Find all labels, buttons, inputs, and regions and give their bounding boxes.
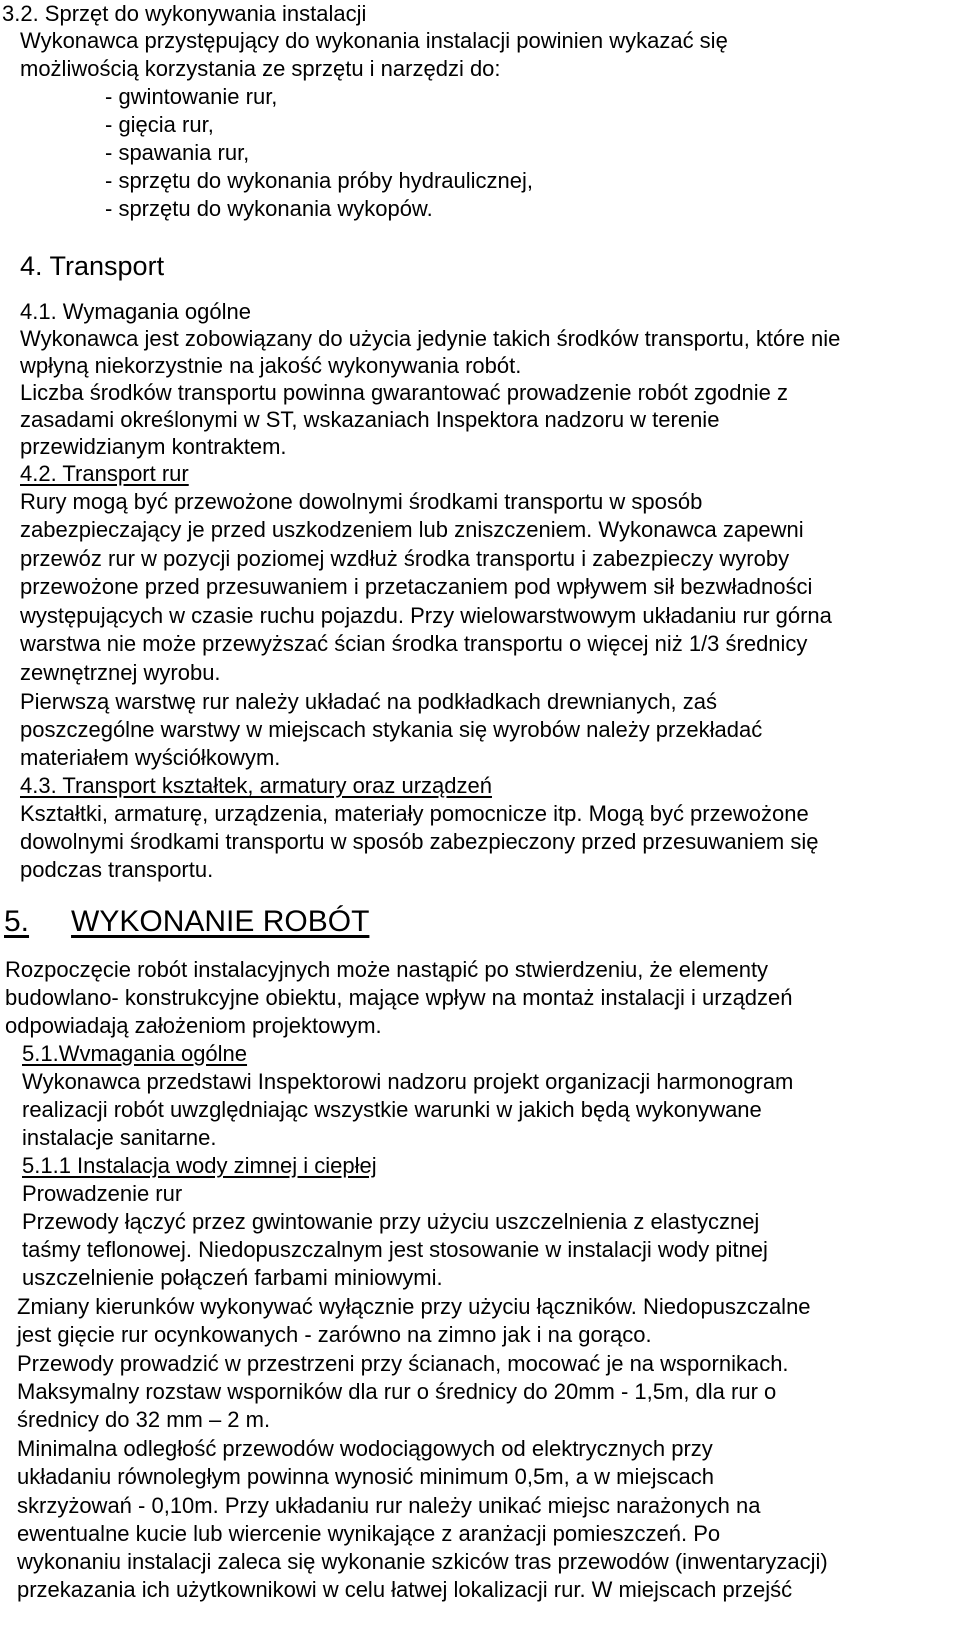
paragraph-line: Wykonawca jest zobowiązany do użycia jedynie takich środków transportu, które nie — [20, 326, 841, 351]
paragraph-line: poszczególne warstwy w miejscach stykania się wyrobów należy przekładać — [20, 717, 763, 742]
paragraph-line: występujących w czasie ruchu pojazdu. Przy wielowarstwowym układaniu rur górna — [20, 603, 832, 628]
paragraph-line: uszczelnienie połączeń farbami miniowymi. — [22, 1265, 443, 1290]
paragraph-line: jest gięcie rur ocynkowanych - zarówno na zimno jak i na gorąco. — [17, 1322, 652, 1347]
paragraph-line: układaniu równoległym powinna wynosić minimum 0,5m, a w miejscach — [17, 1464, 714, 1489]
paragraph-line: Prowadzenie rur — [22, 1181, 183, 1206]
paragraph-line: Zmiany kierunków wykonywać wyłącznie przy użyciu łączników. Niedopuszczalne — [17, 1294, 811, 1319]
paragraph-line: Przewody prowadzić w przestrzeni przy ścianach, mocować je na wspornikach. — [17, 1351, 789, 1376]
paragraph-line: taśmy teflonowej. Niedopuszczalnym jest stosowanie w instalacji wody pitnej — [22, 1237, 768, 1262]
section-5-1-1-heading: 5.1.1 Instalacja wody zimnej i ciepłej — [22, 1153, 377, 1178]
paragraph-line: Maksymalny rozstaw wsporników dla rur o średnicy do 20mm - 1,5m, dla rur o — [17, 1379, 777, 1404]
paragraph-line: ewentualne kucie lub wiercenie wynikające z aranżacji pomieszczeń. Po — [17, 1521, 721, 1546]
paragraph-line: skrzyżowań - 0,10m. Przy układaniu rur należy unikać miejsc narażonych na — [17, 1493, 761, 1518]
paragraph-line: zewnętrznej wyrobu. — [20, 660, 221, 685]
paragraph-line: Wykonawca przystępujący do wykonania instalacji powinien wykazać się — [20, 28, 728, 53]
paragraph-line: podczas transportu. — [20, 857, 214, 882]
paragraph-line: Liczba środków transportu powinna gwarantować prowadzenie robót zgodnie z — [20, 380, 789, 405]
paragraph-line: Kształtki, armaturę, urządzenia, materiały pomocnicze itp. Mogą być przewożone — [20, 801, 809, 826]
section-4-heading: 4. Transport — [20, 251, 165, 281]
section-5-title: WYKONANIE ROBÓT — [71, 905, 370, 938]
paragraph-line: zabezpieczający je przed uszkodzeniem lub zniszczeniem. Wykonawca zapewni — [20, 517, 804, 542]
section-4-3-heading: 4.3. Transport kształtek, armatury oraz urządzeń — [20, 773, 492, 798]
paragraph-line: wykonaniu instalacji zaleca się wykonanie szkiców tras przewodów (inwentaryzacji) — [17, 1549, 828, 1574]
paragraph-line: materiałem wyściółkowym. — [20, 745, 281, 770]
section-5-heading — [4, 904, 369, 940]
list-item: - sprzętu do wykonania próby hydraulicznej, — [105, 168, 534, 193]
paragraph-line: wpłyną niekorzystnie na jakość wykonywania robót. — [20, 353, 522, 378]
paragraph-line: przewidzianym kontraktem. — [20, 434, 287, 459]
section-5-1-heading: 5.1.Wvmagania ogólne — [22, 1041, 248, 1066]
paragraph-line: Rozpoczęcie robót instalacyjnych może nastąpić po stwierdzeniu, że elementy — [5, 957, 769, 982]
paragraph-line: Rury mogą być przewożone dowolnymi środkami transportu w sposób — [20, 489, 703, 514]
paragraph-line: przewóz rur w pozycji poziomej wzdłuż środka transportu i zabezpieczy wyroby — [20, 546, 790, 571]
paragraph-line: możliwością korzystania ze sprzętu i narzędzi do: — [20, 56, 501, 81]
paragraph-line: Minimalna odległość przewodów wodociągowych od elektrycznych przy — [17, 1436, 713, 1461]
paragraph-line: odpowiadają założeniom projektowym. — [5, 1013, 382, 1038]
paragraph-line: Wykonawca przedstawi Inspektorowi nadzoru projekt organizacji harmonogram — [22, 1069, 794, 1094]
paragraph-line: dowolnymi środkami transportu w sposób zabezpieczony przed przesuwaniem się — [20, 829, 819, 854]
paragraph-line: Pierwszą warstwę rur należy układać na podkładkach drewnianych, zaś — [20, 689, 718, 714]
paragraph-line: Przewody łączyć przez gwintowanie przy użyciu uszczelnienia z elastycznej — [22, 1209, 760, 1234]
paragraph-line: średnicy do 32 mm – 2 m. — [17, 1407, 271, 1432]
paragraph-line: budowlano- konstrukcyjne obiektu, mające wpływ na montaż instalacji i urządzeń — [5, 985, 793, 1010]
list-item: - gwintowanie rur, — [105, 84, 278, 109]
paragraph-line: przekazania ich użytkownikowi w celu łatwej lokalizacji rur. W miejscach przejść — [17, 1577, 793, 1602]
paragraph-line: realizacji robót uwzględniając wszystkie warunki w jakich będą wykonywane — [22, 1097, 762, 1122]
paragraph-line: przewożone przed przesuwaniem i przetaczaniem pod wpływem sił bezwładności — [20, 574, 813, 599]
paragraph-line: zasadami określonymi w ST, wskazaniach Inspektora nadzoru w terenie — [20, 407, 720, 432]
paragraph-line: instalacje sanitarne. — [22, 1125, 217, 1150]
section-5-number: 5. — [4, 905, 30, 938]
section-3-2-heading: 3.2. Sprzęt do wykonywania instalacji — [2, 1, 367, 26]
list-item: - spawania rur, — [105, 140, 250, 165]
list-item: - gięcia rur, — [105, 112, 214, 137]
list-item: - sprzętu do wykonania wykopów. — [105, 196, 433, 221]
section-4-1-heading: 4.1. Wymagania ogólne — [20, 299, 251, 324]
paragraph-line: warstwa nie może przewyższać ścian środka transportu o więcej niż 1/3 średnicy — [20, 631, 808, 656]
section-4-2-heading: 4.2. Transport rur — [20, 461, 189, 486]
